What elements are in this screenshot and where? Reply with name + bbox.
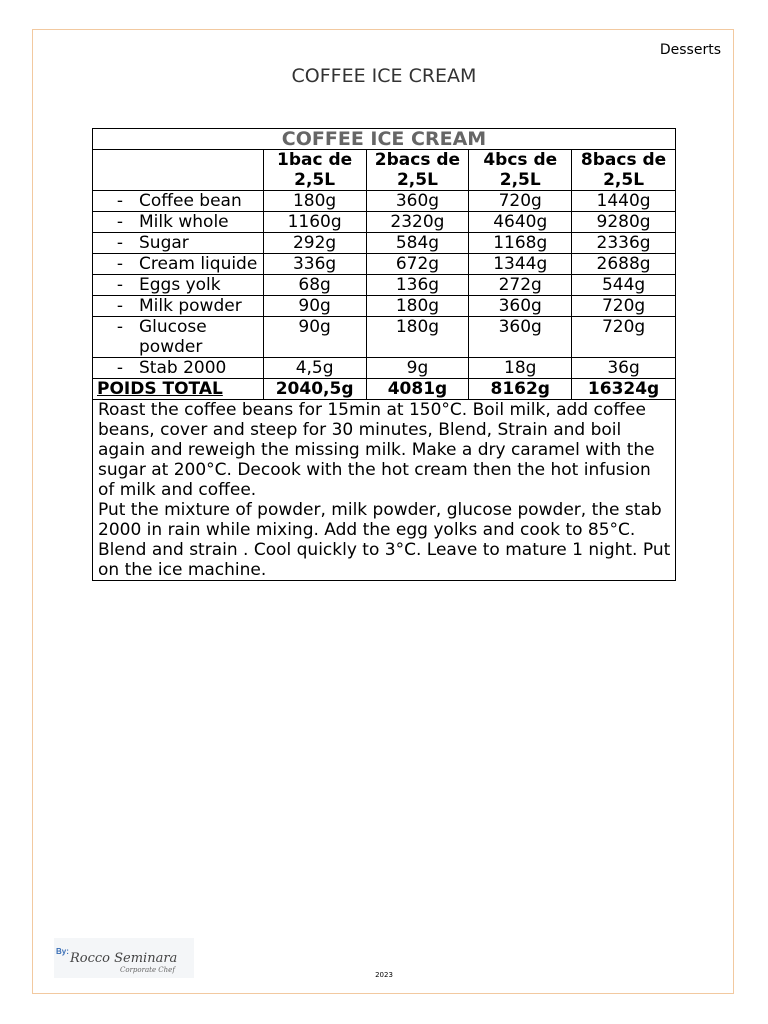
quantity-cell: 9280g [572, 212, 676, 233]
total-value: 8162g [469, 379, 572, 400]
quantity-cell: 136g [366, 275, 469, 296]
quantity-cell: 36g [572, 358, 676, 379]
table-title: COFFEE ICE CREAM [93, 129, 676, 150]
quantity-cell: 336g [263, 254, 366, 275]
bullet-dash: - [116, 254, 124, 274]
ingredient-name: Eggs yolk [139, 275, 221, 295]
ingredient-cell [93, 254, 264, 275]
signature-name: Rocco Seminara [70, 951, 178, 966]
ingredient-row [93, 254, 676, 275]
recipe-table [92, 128, 676, 581]
quantity-cell: 360g [366, 191, 469, 212]
bullet-dash: - [116, 358, 124, 378]
column-header: 1bac de 2,5L [263, 150, 366, 191]
quantity-cell: 18g [469, 358, 572, 379]
quantity-cell: 180g [366, 317, 469, 358]
quantity-cell: 272g [469, 275, 572, 296]
column-header: 4bcs de 2,5L [469, 150, 572, 191]
method-paragraph: Put the mixture of powder, milk powder, glucose powder, the stab 2000 in rain while mixing. Add the egg yolks and cook to 85°C. Blend and strain . Cool quickly to 3°C. Leave to mature 1 night. Put on the ice machine. [98, 500, 671, 580]
ingredient-row [93, 317, 676, 358]
bullet-dash: - [116, 212, 124, 232]
bullet-dash: - [116, 233, 124, 253]
quantity-cell: 584g [366, 233, 469, 254]
ingredient-row [93, 358, 676, 379]
ingredient-cell [93, 212, 264, 233]
quantity-cell: 720g [572, 317, 676, 358]
ingredient-row [93, 296, 676, 317]
table-title-row [93, 129, 676, 150]
method-row [93, 400, 676, 581]
ingredient-cell [93, 317, 264, 358]
quantity-cell: 292g [263, 233, 366, 254]
quantity-cell: 672g [366, 254, 469, 275]
ingredient-name: Glucose powder [139, 317, 207, 357]
ingredient-cell [93, 191, 264, 212]
signature-by: By: [56, 947, 69, 956]
ingredient-cell [93, 275, 264, 296]
column-header: 8bacs de 2,5L [572, 150, 676, 191]
ingredient-rows [93, 191, 676, 379]
header-category: Desserts [659, 42, 721, 58]
quantity-cell: 180g [366, 296, 469, 317]
table-header-row [93, 150, 676, 191]
method-paragraph: Roast the coffee beans for 15min at 150°C. Boil milk, add coffee beans, cover and steep for 30 minutes, Blend, Strain and boil again and reweigh the missing milk. Make a dry caramel with the sugar at 200°C. Decook with the hot cream then the hot infusion of milk and coffee. [98, 400, 655, 500]
ingredient-name: Milk powder [139, 296, 242, 316]
ingredient-name: Cream liquide [139, 254, 258, 274]
quantity-cell: 90g [263, 296, 366, 317]
quantity-cell: 2688g [572, 254, 676, 275]
total-row [93, 379, 676, 400]
ingredient-cell [93, 358, 264, 379]
total-value: 2040,5g [263, 379, 366, 400]
quantity-cell: 1344g [469, 254, 572, 275]
ingredient-name: Coffee bean [139, 191, 242, 211]
bullet-dash: - [116, 275, 124, 295]
ingredient-cell [93, 233, 264, 254]
quantity-cell: 1160g [263, 212, 366, 233]
ingredient-row [93, 212, 676, 233]
column-header: 2bacs de 2,5L [366, 150, 469, 191]
quantity-cell: 360g [469, 317, 572, 358]
quantity-cell: 1440g [572, 191, 676, 212]
quantity-cell: 9g [366, 358, 469, 379]
ingredient-row [93, 233, 676, 254]
method-cell [93, 400, 676, 581]
ingredient-name: Sugar [139, 233, 189, 253]
total-value: 16324g [572, 379, 676, 400]
quantity-cell: 180g [263, 191, 366, 212]
signature-role: Corporate Chef [120, 966, 175, 974]
quantity-cell: 720g [469, 191, 572, 212]
document-title: COFFEE ICE CREAM [291, 65, 477, 87]
total-label: POIDS TOTAL [93, 379, 264, 400]
quantity-cell: 360g [469, 296, 572, 317]
quantity-cell: 2320g [366, 212, 469, 233]
ingredient-row [93, 275, 676, 296]
bullet-dash: - [116, 296, 124, 316]
bullet-dash: - [116, 317, 124, 337]
ingredient-name: Milk whole [139, 212, 229, 232]
quantity-cell: 68g [263, 275, 366, 296]
bullet-dash: - [116, 191, 124, 211]
total-value: 4081g [366, 379, 469, 400]
quantity-cell: 4640g [469, 212, 572, 233]
quantity-cell: 720g [572, 296, 676, 317]
quantity-cell: 544g [572, 275, 676, 296]
footer-year: 2023 [375, 971, 393, 979]
ingredient-name: Stab 2000 [139, 358, 227, 378]
quantity-cell: 2336g [572, 233, 676, 254]
quantity-cell: 4,5g [263, 358, 366, 379]
quantity-cell: 1168g [469, 233, 572, 254]
ingredient-cell [93, 296, 264, 317]
quantity-cell: 90g [263, 317, 366, 358]
ingredient-row [93, 191, 676, 212]
column-header-empty [93, 150, 264, 191]
